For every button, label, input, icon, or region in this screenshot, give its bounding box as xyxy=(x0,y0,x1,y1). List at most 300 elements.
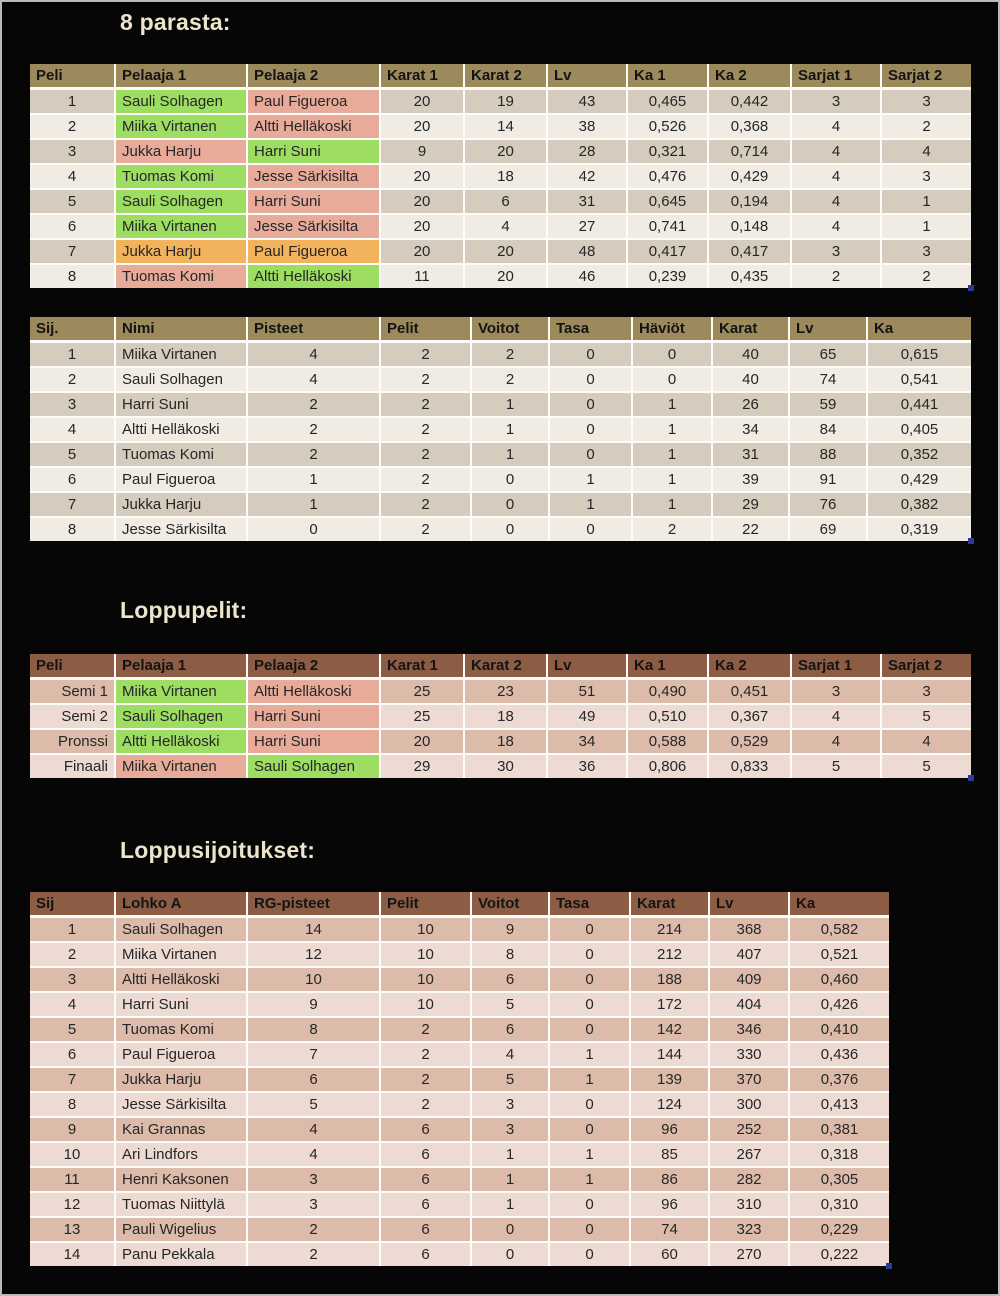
cell: 14 xyxy=(30,1242,115,1266)
player-result-cell: Harri Suni xyxy=(247,704,380,729)
cell: 4 xyxy=(791,214,881,239)
cell: Paul Figueroa xyxy=(115,467,247,492)
table-row xyxy=(30,492,971,517)
player-result-cell: Altti Helläkoski xyxy=(115,729,247,754)
table-row xyxy=(30,1167,889,1192)
table-row xyxy=(30,1017,889,1042)
cell: 2 xyxy=(380,1092,471,1117)
cell: 3 xyxy=(30,967,115,992)
cell: 330 xyxy=(709,1042,789,1067)
cell: 3 xyxy=(881,164,971,189)
player-result-cell: Jukka Harju xyxy=(115,239,247,264)
player-result-cell: Jesse Särkisilta xyxy=(247,164,380,189)
header-row xyxy=(30,892,889,917)
table-row xyxy=(30,1092,889,1117)
cell: 84 xyxy=(789,417,867,442)
cell: 34 xyxy=(712,417,789,442)
cell: 1 xyxy=(881,214,971,239)
cell: 1 xyxy=(632,492,712,517)
header-row xyxy=(30,64,971,89)
cell: 310 xyxy=(709,1192,789,1217)
cell: 96 xyxy=(630,1117,709,1142)
cell: 7 xyxy=(247,1042,380,1067)
cell: 6 xyxy=(380,1167,471,1192)
cell: 0,442 xyxy=(708,89,791,115)
cell: 65 xyxy=(789,342,867,368)
cell: 0,582 xyxy=(789,917,889,943)
cell: Tuomas Komi xyxy=(115,442,247,467)
column-header: Sij. xyxy=(30,317,115,342)
cell: 2 xyxy=(380,492,471,517)
table-row xyxy=(30,704,971,729)
eight-best-games-table-wrap xyxy=(30,64,971,288)
cell: 10 xyxy=(30,1142,115,1167)
table-row xyxy=(30,214,971,239)
player-result-cell: Sauli Solhagen xyxy=(115,189,247,214)
player-result-cell: Harri Suni xyxy=(247,139,380,164)
cell: 30 xyxy=(464,754,547,778)
cell: 0,645 xyxy=(627,189,708,214)
column-header: Pelit xyxy=(380,317,471,342)
cell: 2 xyxy=(881,264,971,288)
cell: 0,367 xyxy=(708,704,791,729)
cell: 2 xyxy=(471,367,549,392)
final-games-table-wrap xyxy=(30,654,971,778)
header-row xyxy=(30,317,971,342)
table-row xyxy=(30,467,971,492)
cell: 2 xyxy=(380,467,471,492)
cell: Semi 1 xyxy=(30,679,115,705)
cell: Henri Kaksonen xyxy=(115,1167,247,1192)
cell: 0 xyxy=(549,367,632,392)
cell: 20 xyxy=(464,139,547,164)
table-row xyxy=(30,164,971,189)
column-header: Ka 2 xyxy=(708,654,791,679)
cell: 0 xyxy=(549,1017,630,1042)
cell: 2 xyxy=(247,1217,380,1242)
table-row xyxy=(30,114,971,139)
cell: 1 xyxy=(30,342,115,368)
cell: 4 xyxy=(471,1042,549,1067)
cell: 407 xyxy=(709,942,789,967)
cell: 3 xyxy=(791,239,881,264)
cell: 0,510 xyxy=(627,704,708,729)
cell: Panu Pekkala xyxy=(115,1242,247,1266)
cell: 0,417 xyxy=(708,239,791,264)
cell: 0 xyxy=(247,517,380,541)
cell: 0,714 xyxy=(708,139,791,164)
player-result-cell: Miika Virtanen xyxy=(115,214,247,239)
cell: Jukka Harju xyxy=(115,492,247,517)
cell: 1 xyxy=(549,1142,630,1167)
table-row xyxy=(30,139,971,164)
column-header: RG-pisteet xyxy=(247,892,380,917)
cell: 3 xyxy=(30,392,115,417)
cell: 2 xyxy=(247,442,380,467)
cell: 6 xyxy=(380,1192,471,1217)
column-header: Pelit xyxy=(380,892,471,917)
cell: Tuomas Niittylä xyxy=(115,1192,247,1217)
column-header: Karat 1 xyxy=(380,64,464,89)
cell: 8 xyxy=(247,1017,380,1042)
cell: 0,368 xyxy=(708,114,791,139)
column-header: Voitot xyxy=(471,317,549,342)
cell: 0 xyxy=(471,492,549,517)
cell: 1 xyxy=(30,89,115,115)
column-header: Karat xyxy=(712,317,789,342)
cell: 20 xyxy=(380,214,464,239)
cell: 2 xyxy=(632,517,712,541)
cell: 3 xyxy=(791,679,881,705)
column-header: Lv xyxy=(789,317,867,342)
player-result-cell: Sauli Solhagen xyxy=(115,89,247,115)
cell: 13 xyxy=(30,1217,115,1242)
cell: Miika Virtanen xyxy=(115,342,247,368)
column-header: Ka 2 xyxy=(708,64,791,89)
cell: 3 xyxy=(471,1092,549,1117)
cell: 2 xyxy=(30,367,115,392)
cell: Sauli Solhagen xyxy=(115,367,247,392)
cell: 88 xyxy=(789,442,867,467)
column-header: Karat 2 xyxy=(464,64,547,89)
cell: 10 xyxy=(380,942,471,967)
cell: 0,381 xyxy=(789,1117,889,1142)
cell: 0,417 xyxy=(627,239,708,264)
eight-best-standings-table xyxy=(30,317,971,541)
column-header: Tasa xyxy=(549,317,632,342)
column-header: Häviöt xyxy=(632,317,712,342)
cell: 0 xyxy=(471,1217,549,1242)
cell: 300 xyxy=(709,1092,789,1117)
cell: 1 xyxy=(549,1042,630,1067)
cell: 31 xyxy=(712,442,789,467)
cell: 0 xyxy=(549,1217,630,1242)
cell: 368 xyxy=(709,917,789,943)
cell: 51 xyxy=(547,679,627,705)
cell: 5 xyxy=(791,754,881,778)
cell: Finaali xyxy=(30,754,115,778)
column-header: Nimi xyxy=(115,317,247,342)
cell: 0,405 xyxy=(867,417,971,442)
cell: 1 xyxy=(471,442,549,467)
cell: 42 xyxy=(547,164,627,189)
cell: 25 xyxy=(380,704,464,729)
cell: 1 xyxy=(632,442,712,467)
cell: 8 xyxy=(30,517,115,541)
cell: 2 xyxy=(247,417,380,442)
cell: 4 xyxy=(30,417,115,442)
cell: 2 xyxy=(380,1067,471,1092)
cell: 1 xyxy=(247,467,380,492)
cell: 10 xyxy=(380,992,471,1017)
player-result-cell: Paul Figueroa xyxy=(247,89,380,115)
cell: 0,741 xyxy=(627,214,708,239)
table-row xyxy=(30,1217,889,1242)
cell: 0 xyxy=(549,417,632,442)
player-result-cell: Sauli Solhagen xyxy=(115,704,247,729)
cell: 0,490 xyxy=(627,679,708,705)
cell: 1 xyxy=(632,417,712,442)
cell: 12 xyxy=(30,1192,115,1217)
cell: 0,305 xyxy=(789,1167,889,1192)
section-title-eight-best: 8 parasta: xyxy=(120,9,231,35)
cell: 0,229 xyxy=(789,1217,889,1242)
cell: 0 xyxy=(549,1092,630,1117)
cell: 2 xyxy=(380,367,471,392)
eight-best-standings-table-wrap xyxy=(30,317,971,541)
cell: 4 xyxy=(247,1117,380,1142)
cell: 3 xyxy=(881,89,971,115)
cell: 0 xyxy=(549,1242,630,1266)
cell: 6 xyxy=(380,1242,471,1266)
cell: 0,239 xyxy=(627,264,708,288)
cell: 0 xyxy=(471,517,549,541)
cell: 20 xyxy=(380,89,464,115)
table-row xyxy=(30,442,971,467)
cell: 3 xyxy=(247,1167,380,1192)
cell: 0,806 xyxy=(627,754,708,778)
cell: Jesse Särkisilta xyxy=(115,517,247,541)
cell: 29 xyxy=(712,492,789,517)
player-result-cell: Miika Virtanen xyxy=(115,754,247,778)
cell: Ari Lindfors xyxy=(115,1142,247,1167)
player-result-cell: Jesse Särkisilta xyxy=(247,214,380,239)
player-result-cell: Tuomas Komi xyxy=(115,264,247,288)
eight-best-games-table xyxy=(30,64,971,288)
cell: 20 xyxy=(380,189,464,214)
cell: Pronssi xyxy=(30,729,115,754)
player-result-cell: Harri Suni xyxy=(247,729,380,754)
column-header: Ka xyxy=(789,892,889,917)
table-row xyxy=(30,417,971,442)
cell: 1 xyxy=(247,492,380,517)
table-row xyxy=(30,1117,889,1142)
cell: 267 xyxy=(709,1142,789,1167)
table-row xyxy=(30,992,889,1017)
cell: 0,426 xyxy=(789,992,889,1017)
cell: 20 xyxy=(380,239,464,264)
player-result-cell: Harri Suni xyxy=(247,189,380,214)
cell: Paul Figueroa xyxy=(115,1042,247,1067)
cell: Sauli Solhagen xyxy=(115,917,247,943)
cell: 252 xyxy=(709,1117,789,1142)
final-standings-table-wrap xyxy=(30,892,889,1266)
cell: 6 xyxy=(464,189,547,214)
cell: 1 xyxy=(549,492,632,517)
cell: 0 xyxy=(549,992,630,1017)
cell: 2 xyxy=(380,392,471,417)
cell: Jukka Harju xyxy=(115,1067,247,1092)
cell: Tuomas Komi xyxy=(115,1017,247,1042)
cell: 139 xyxy=(630,1067,709,1092)
table-row xyxy=(30,1142,889,1167)
cell: 4 xyxy=(881,729,971,754)
table-row xyxy=(30,1242,889,1266)
table-row xyxy=(30,1042,889,1067)
table-row xyxy=(30,342,971,368)
column-header: Karat xyxy=(630,892,709,917)
cell: 36 xyxy=(547,754,627,778)
table-row xyxy=(30,367,971,392)
cell: 0,222 xyxy=(789,1242,889,1266)
cell: 11 xyxy=(30,1167,115,1192)
cell: 1 xyxy=(549,1167,630,1192)
cell: 214 xyxy=(630,917,709,943)
column-header: Lohko A xyxy=(115,892,247,917)
cell: 0 xyxy=(549,517,632,541)
cell: 0,382 xyxy=(867,492,971,517)
cell: 18 xyxy=(464,164,547,189)
cell: 6 xyxy=(30,214,115,239)
cell: 4 xyxy=(464,214,547,239)
column-header: Voitot xyxy=(471,892,549,917)
cell: 27 xyxy=(547,214,627,239)
cell: 0 xyxy=(549,942,630,967)
cell: 39 xyxy=(712,467,789,492)
cell: 20 xyxy=(464,239,547,264)
cell: 59 xyxy=(789,392,867,417)
column-header: Pelaaja 2 xyxy=(247,64,380,89)
cell: 5 xyxy=(471,992,549,1017)
player-result-cell: Sauli Solhagen xyxy=(247,754,380,778)
table-resize-handle[interactable] xyxy=(968,775,974,781)
cell: 9 xyxy=(247,992,380,1017)
cell: 4 xyxy=(247,1142,380,1167)
cell: 20 xyxy=(380,729,464,754)
cell: 69 xyxy=(789,517,867,541)
cell: 5 xyxy=(30,442,115,467)
cell: 25 xyxy=(380,679,464,705)
cell: 2 xyxy=(791,264,881,288)
cell: 74 xyxy=(789,367,867,392)
cell: 1 xyxy=(471,392,549,417)
player-result-cell: Altti Helläkoski xyxy=(247,264,380,288)
table-row xyxy=(30,89,971,115)
cell: 0,319 xyxy=(867,517,971,541)
cell: 0,441 xyxy=(867,392,971,417)
cell: 9 xyxy=(471,917,549,943)
cell: Altti Helläkoski xyxy=(115,967,247,992)
final-standings-table xyxy=(30,892,889,1266)
cell: 26 xyxy=(712,392,789,417)
column-header: Sarjat 1 xyxy=(791,654,881,679)
cell: 8 xyxy=(471,942,549,967)
cell: 0,318 xyxy=(789,1142,889,1167)
cell: 10 xyxy=(247,967,380,992)
cell: 2 xyxy=(380,1017,471,1042)
cell: 31 xyxy=(547,189,627,214)
cell: 0 xyxy=(632,342,712,368)
cell: 144 xyxy=(630,1042,709,1067)
cell: 4 xyxy=(881,139,971,164)
section-title-final-standings: Loppusijoitukset: xyxy=(120,837,316,863)
cell: 14 xyxy=(247,917,380,943)
cell: 60 xyxy=(630,1242,709,1266)
cell: 0,526 xyxy=(627,114,708,139)
player-result-cell: Altti Helläkoski xyxy=(247,679,380,705)
section-title-final-games: Loppupelit: xyxy=(120,597,248,623)
column-header: Ka 1 xyxy=(627,64,708,89)
cell: 6 xyxy=(30,467,115,492)
cell: 3 xyxy=(30,139,115,164)
cell: 4 xyxy=(791,189,881,214)
cell: 0,410 xyxy=(789,1017,889,1042)
cell: 96 xyxy=(630,1192,709,1217)
cell: 11 xyxy=(380,264,464,288)
cell: 4 xyxy=(247,367,380,392)
cell: 20 xyxy=(464,264,547,288)
cell: 4 xyxy=(30,992,115,1017)
final-games-table xyxy=(30,654,971,778)
cell: 2 xyxy=(247,392,380,417)
cell: 0 xyxy=(549,1117,630,1142)
cell: 2 xyxy=(380,1042,471,1067)
table-row xyxy=(30,679,971,705)
table-resize-handle[interactable] xyxy=(886,1263,892,1269)
cell: 6 xyxy=(30,1042,115,1067)
cell: 4 xyxy=(791,164,881,189)
cell: 19 xyxy=(464,89,547,115)
cell: 5 xyxy=(881,704,971,729)
cell: 5 xyxy=(881,754,971,778)
table-row xyxy=(30,729,971,754)
cell: 20 xyxy=(380,164,464,189)
cell: 0 xyxy=(471,1242,549,1266)
table-resize-handle[interactable] xyxy=(968,285,974,291)
cell: 40 xyxy=(712,367,789,392)
cell: 0,460 xyxy=(789,967,889,992)
cell: 1 xyxy=(881,189,971,214)
table-resize-handle[interactable] xyxy=(968,538,974,544)
table-row xyxy=(30,239,971,264)
cell: Miika Virtanen xyxy=(115,942,247,967)
cell: 6 xyxy=(247,1067,380,1092)
cell: 8 xyxy=(30,264,115,288)
cell: 1 xyxy=(549,1067,630,1092)
cell: 4 xyxy=(247,342,380,368)
table-row xyxy=(30,917,889,943)
cell: 1 xyxy=(471,1192,549,1217)
cell: 91 xyxy=(789,467,867,492)
column-header: Ka 1 xyxy=(627,654,708,679)
column-header: Pelaaja 1 xyxy=(115,654,247,679)
cell: 1 xyxy=(632,392,712,417)
cell: 3 xyxy=(881,679,971,705)
column-header: Peli xyxy=(30,64,115,89)
cell: 8 xyxy=(30,1092,115,1117)
cell: 74 xyxy=(630,1217,709,1242)
cell: 6 xyxy=(471,967,549,992)
column-header: Lv xyxy=(547,654,627,679)
cell: 0,436 xyxy=(789,1042,889,1067)
cell: 0,376 xyxy=(789,1067,889,1092)
cell: 0 xyxy=(632,367,712,392)
cell: 2 xyxy=(380,417,471,442)
cell: 323 xyxy=(709,1217,789,1242)
cell: 7 xyxy=(30,239,115,264)
cell: 4 xyxy=(791,704,881,729)
cell: 28 xyxy=(547,139,627,164)
column-header: Tasa xyxy=(549,892,630,917)
cell: 0,615 xyxy=(867,342,971,368)
cell: 0 xyxy=(549,967,630,992)
cell: 370 xyxy=(709,1067,789,1092)
player-result-cell: Miika Virtanen xyxy=(115,679,247,705)
cell: 212 xyxy=(630,942,709,967)
cell: 6 xyxy=(471,1017,549,1042)
cell: 6 xyxy=(380,1217,471,1242)
cell: 23 xyxy=(464,679,547,705)
